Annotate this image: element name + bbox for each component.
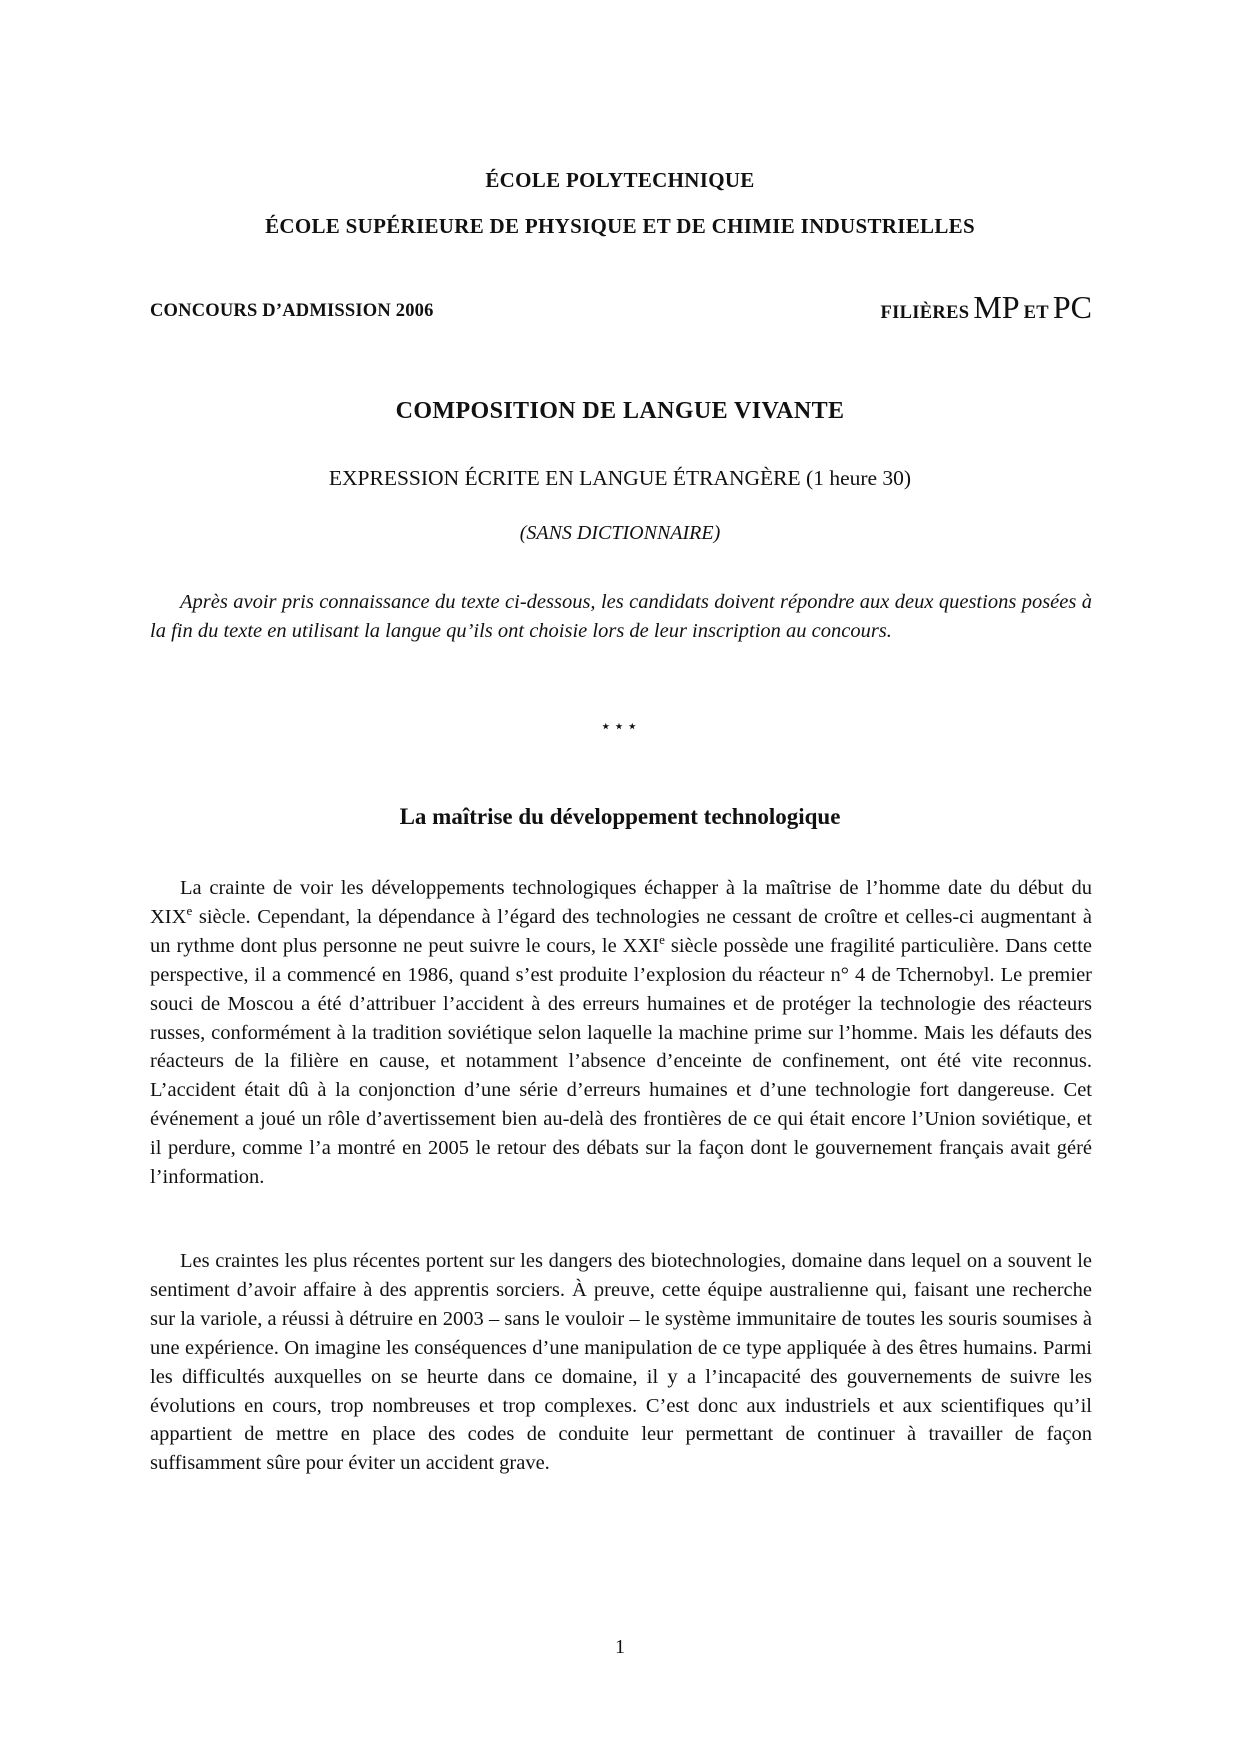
concours-row xyxy=(150,282,1092,326)
paragraph-1-part-b: siècle. Cependant, la dépendance à l’égard des technologies ne cessant de croître et celles-ci augmentant à un rythme dont plus personne ne peut suivre le cours, le XXI xyxy=(150,905,1092,957)
school-name-espci: ÉCOLE SUPÉRIEURE DE PHYSIQUE ET DE CHIMIE INDUSTRIELLES xyxy=(265,214,975,238)
text-title: La maîtrise du développement technologique xyxy=(399,804,841,829)
paragraph-1-part-a: La crainte de voir les développements technologiques échapper à la maîtrise de l’homme date du début du XIX xyxy=(150,877,1092,928)
filiere-pc: PC xyxy=(1052,289,1092,325)
text-paragraph-2: Les craintes les plus récentes portent sur les dangers des biotechnologies, domaine dans lequel on a souvent le sentiment d’avoir affaire à des apprentis sorciers. À preuve, cette équipe australienne qui, faisant une recherche sur la variole, a réussi à détruire en 2003 – sans le vouloir – le système immunitaire de toutes les souris soumises à une expérience. On imagine les conséquences d’une manipulation de ce type appliquée à des êtres humains. Parmi les difficultés auxquelles on se heurte dans ce domaine, il y a l’incapacité des gouvernements de suivre les évolutions en cours, trop nombreuses et trop complexes. C’est donc aux industriels et aux scientifiques qu’il appartient de mettre en place des codes de conduite leur permettant de continuer à travailler de façon suffisamment sûre pour éviter un accident grave. xyxy=(150,1250,1092,1475)
filieres-word: FILIÈRES xyxy=(880,303,970,323)
paragraph-1-part-c: siècle possède une fragilité particulière. Dans cette perspective, il a commencé en 1986, quand s’est produite l’explosion du réacteur n° 4 de Tchernobyl. Le premier souci de Moscou a été d’attribuer l’accident à des erreurs humaines et de protéger la technologie des réacteurs russes, conformément à la tradition soviétique selon laquelle la machine prime sur l’homme. Mais les défauts des réacteurs de la filière en cause, et notamment l’absence d’enceinte de confinement, ont été vite reconnus. L’accident était dû à la conjonction d’une série d’erreurs humaines et d’une technologie fort dangereuse. Cet événement a joué un rôle d’avertissement bien au-delà des frontières de ce qui était encore l’Union soviétique, et il perdure, comme l’a montré en 2005 le retour des débats sur la façon dont le gouvernement français avait géré l’information. xyxy=(150,934,1093,1189)
page-number: 1 xyxy=(615,1636,625,1658)
concours-label: CONCOURS D’ADMISSION 2006 xyxy=(150,301,434,321)
century-superscript-1: e xyxy=(186,903,193,919)
text-paragraph-1 xyxy=(150,874,1092,1192)
expression-subtitle: EXPRESSION ÉCRITE EN LANGUE ÉTRANGÈRE (1 heure 30) xyxy=(328,466,912,490)
section-separator: ⋆⋆⋆ xyxy=(600,716,640,736)
school-name-polytechnique: ÉCOLE POLYTECHNIQUE xyxy=(485,168,755,192)
composition-title: COMPOSITION DE LANGUE VIVANTE xyxy=(395,398,845,424)
exam-instructions: Après avoir pris connaissance du texte ci-dessous, les candidats doivent répondre aux deux questions posées à la fin du texte en utilisant la langue qu’ils ont choisie lors de leur inscription au concours. xyxy=(150,591,1092,642)
filieres-joiner: ET xyxy=(1023,303,1049,323)
filiere-mp: MP xyxy=(973,289,1020,325)
dictionary-note: (SANS DICTIONNAIRE) xyxy=(519,522,721,544)
filieres-label xyxy=(881,289,1092,326)
century-superscript-2: e xyxy=(659,931,665,947)
